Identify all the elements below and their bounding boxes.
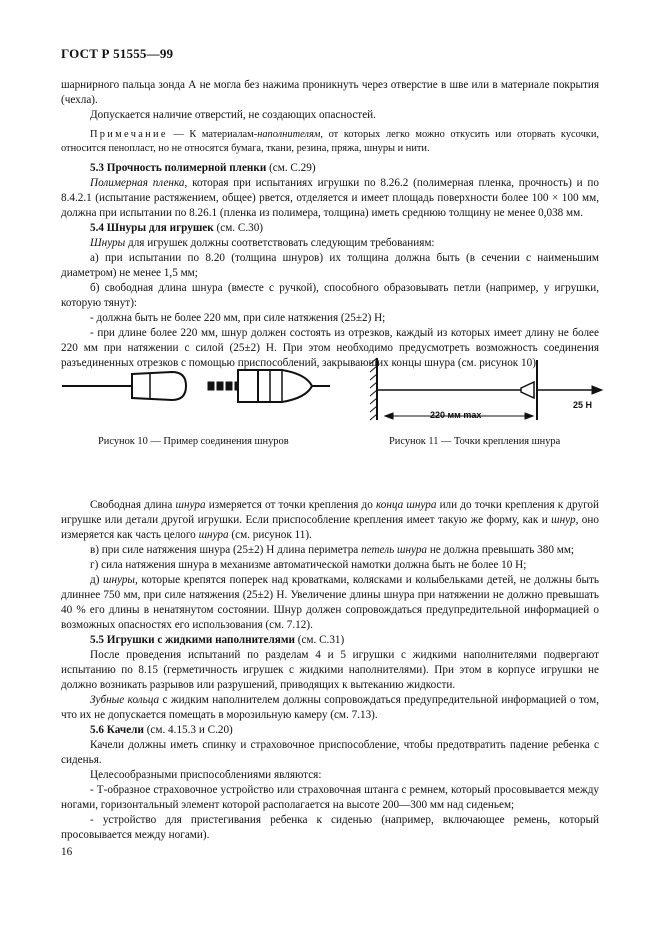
list-item: д) шнуры, которые крепятся поперек над кроватками, колясками и колыбельками детей, не должны быть длиннее 750 мм, при силе натяжения (25±2) Н. Увеличение длины шнура при натяжении не должно превышать 40 % его длины в ненатянутом состоянии. Шнур должен сопровождаться предупредительной информацией о возможных опасностях его использования (см. 7.12). [61,574,599,631]
page-header: ГОСТ Р 51555—99 [61,46,174,61]
text-block-lower [61,498,599,843]
list-item: а) при испытании по 8.20 (толщина шнуров) их толщина должна быть (в сечении с наименьшим диаметром) не менее 1,5 мм; [61,252,599,279]
paragraph: Целесообразными приспособлениями являются: [90,769,322,781]
paragraph: Полимерная пленка, которая при испытаниях игрушки по 8.26.2 (полимерная пленка, прочность) и по 8.4.2.1 (испытание растяжением, общее) рвется, отделяется и имеет площадь поверхности более 100 × 100 мм, должна при испытании по 8.26.1 (пленка из полимера, толщина) иметь среднюю толщину не менее 0,038 мм. [61,177,600,219]
figure-11-cord-drawing [370,358,602,420]
section-heading-5-5: 5.5 Игрушки с жидкими наполнителями (см. С.31) [90,634,345,646]
paragraph: После проведения испытаний по разделам 4 и 5 игрушки с жидкими наполнителями подвергают испытанию по 8.15 (герметичность игрушек с жидкими наполнителями). При этом в корпусе игрушки не должно возникать разрывов или разрушений, приводящих к вытеканию жидкости. [61,649,599,691]
list-item: - Т-образное страховочное устройство или страховочная штанга с ремнем, который просовывается между ногами, горизонтальный элемент которой располагается на высоте 200—300 мм над сиденьем; [61,784,599,811]
force-label: 25 Н [573,400,593,410]
list-item: - устройство для пристегивания ребенка к сиденью (например, включающее ремень, который просовывается между ногами). [61,814,599,841]
page-number: 16 [61,846,73,858]
note-label: Примечание [90,129,168,140]
list-item: г) сила натяжения шнура в механизме автоматической намотки должна быть не более 10 Н; [90,559,527,571]
paragraph: Качели должны иметь спинку и страховочное приспособление, чтобы предотвратить падение ребенка с сиденья. [61,739,599,766]
section-heading-5-6: 5.6 Качели (см. 4.15.3 и С.20) [90,724,233,736]
paragraph: Допускается наличие отверстий, не создающих опасностей. [90,109,376,121]
figure-10-connector-drawing [62,370,330,402]
paragraph: Зубные кольца с жидким наполнителем должны сопровождаться предупредительной информацией о том, что их не допускается помещать в морозильную камеру (см. 7.13). [61,694,599,721]
section-heading-5-3: 5.3 Прочность полимерной пленки (см. С.29) [90,162,316,174]
figures-drawing [0,340,661,435]
figure-11-caption: Рисунок 11 — Точки крепления шнура [389,436,561,447]
length-dimension-label: 220 мм max [430,410,482,420]
paragraph: Свободная длина шнура измеряется от точки крепления до конца шнура или до точки крепления к другой игрушке или детали другой игрушки. Если приспособление крепления имеет такую же форму, как и шнур, оно измеряется как часть целого шнура (см. рисунок 11). [61,499,599,541]
figure-10-caption: Рисунок 10 — Пример соединения шнуров [98,436,289,447]
list-item: в) при силе натяжения шнура (25±2) Н длина периметра петель шнура не должна превышать 380 мм; [90,544,575,556]
list-item: - при длине более 220 мм, шнур должен состоять из отрезков, каждый из которых имеет длину не более 220 мм при натяжении с силой (25±2) Н. При этом необходимо предусмотреть возможность соединения разъединенных отрезков с помощью приспособлений, закрывающих концы шнура (см. рисунок 10). [61,327,599,369]
text-block-upper [61,78,599,371]
list-item: б) свободная длина шнура (вместе с ручкой), способного образовывать петли (например, у игрушки, которую тянут): [61,282,599,309]
paragraph: Шнуры для игрушек должны соответствовать следующим требованиям: [90,237,435,249]
figures-row [0,340,661,460]
list-item: - должна быть не более 220 мм, при силе натяжения (25±2) Н; [90,312,386,324]
paragraph: шарнирного пальца зонда А не могла без нажима проникнуть через отверстие в шве или в материале покрытия (чехла). [61,79,599,106]
section-heading-5-4: 5.4 Шнуры для игрушек (см. С.30) [90,222,264,234]
note-paragraph: Примечание — К материалам-наполнителям, от которых легко можно откусить или оторвать кусочки, относится пенопласт, но не относятся бумага, ткани, резина, пряжа, шнуры и нити. [61,129,599,154]
